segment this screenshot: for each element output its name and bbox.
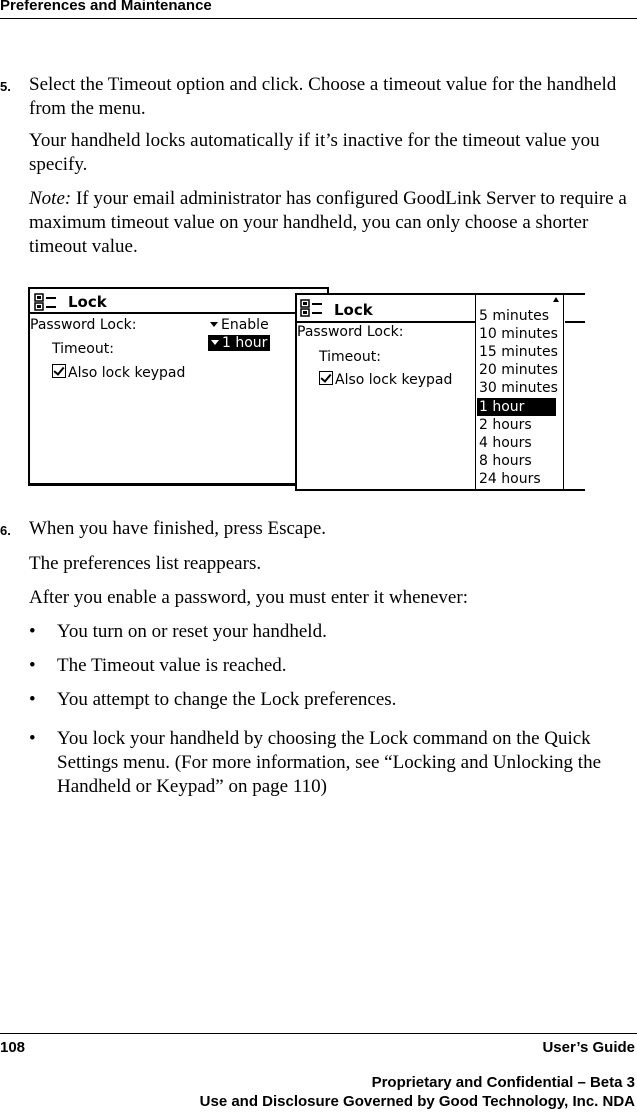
timeout-option[interactable]: 8 hours [479, 453, 532, 469]
chevron-down-icon [211, 340, 219, 345]
also-lock-keypad-checkbox[interactable]: Also lock keypad [319, 371, 452, 388]
header-rule [0, 18, 637, 19]
bullet-icon: • [29, 655, 36, 676]
step-number: 6. [0, 523, 11, 538]
screen-title: Lock [334, 301, 373, 319]
lock-screen-timeout-menu [295, 293, 585, 491]
paragraph: After you enable a password, you must enter it whenever: [29, 587, 468, 608]
note-label: Note: [29, 188, 72, 209]
page-number: 108 [0, 1039, 26, 1056]
menu-icon [300, 299, 324, 317]
bullet-icon: • [29, 621, 36, 642]
password-lock-label: Password Lock: [297, 324, 404, 340]
timeout-popup-list [475, 295, 564, 489]
password-lock-label: Password Lock: [30, 317, 137, 333]
footer-rule [0, 1033, 637, 1034]
title-bar-line [297, 321, 475, 323]
note [29, 187, 635, 259]
timeout-label: Timeout: [319, 349, 381, 365]
also-lock-keypad-checkbox[interactable]: Also lock keypad [52, 364, 185, 381]
chevron-down-icon [210, 322, 218, 327]
bullet-icon: • [29, 689, 36, 710]
step-text: Select the Timeout option and click. Choose a timeout value for the handheld from the menu. [29, 74, 617, 119]
nda-notice: Use and Disclosure Governed by Good Technology, Inc. NDA [199, 1093, 635, 1110]
bullet-icon: • [29, 728, 36, 749]
lock-screen-before [28, 287, 329, 486]
running-header: Preferences and Maintenance [0, 0, 212, 14]
menu-icon [34, 293, 58, 311]
title-bar-line [565, 321, 585, 323]
timeout-option[interactable]: 5 minutes [479, 308, 550, 324]
timeout-label: Timeout: [52, 341, 114, 357]
timeout-option[interactable]: 4 hours [479, 435, 532, 451]
timeout-picker[interactable]: 1 hour [208, 335, 270, 351]
step-number: 5. [0, 79, 11, 94]
timeout-option[interactable]: 10 minutes [479, 326, 558, 342]
guide-title: User’s Guide [542, 1039, 635, 1056]
timeout-option[interactable]: 30 minutes [479, 380, 558, 396]
paragraph: The preferences list reappears. [29, 553, 262, 574]
title-bar-line [30, 312, 327, 314]
note-text: If your email administrator has configured GoodLink Server to require a maximum timeout value on your handheld, you can only choose a shorter timeout value. [29, 188, 627, 257]
timeout-option[interactable]: 15 minutes [479, 344, 558, 360]
timeout-option[interactable]: 20 minutes [479, 362, 558, 378]
confidential-notice: Proprietary and Confidential – Beta 3 [371, 1074, 635, 1091]
password-lock-picker[interactable]: Enable [210, 317, 269, 333]
timeout-option[interactable]: 2 hours [479, 417, 532, 433]
paragraph: Your handheld locks automatically if it’s inactive for the timeout value you specify. [29, 130, 600, 175]
timeout-option[interactable]: 24 hours [479, 471, 541, 487]
checkbox-checked-icon [52, 364, 66, 378]
scroll-up-arrow-icon[interactable] [553, 297, 559, 302]
checkbox-checked-icon [319, 371, 333, 385]
screen-title: Lock [68, 293, 107, 311]
step-text: When you have finished, press Escape. [29, 518, 327, 539]
timeout-option-selected[interactable]: 1 hour [477, 398, 556, 416]
